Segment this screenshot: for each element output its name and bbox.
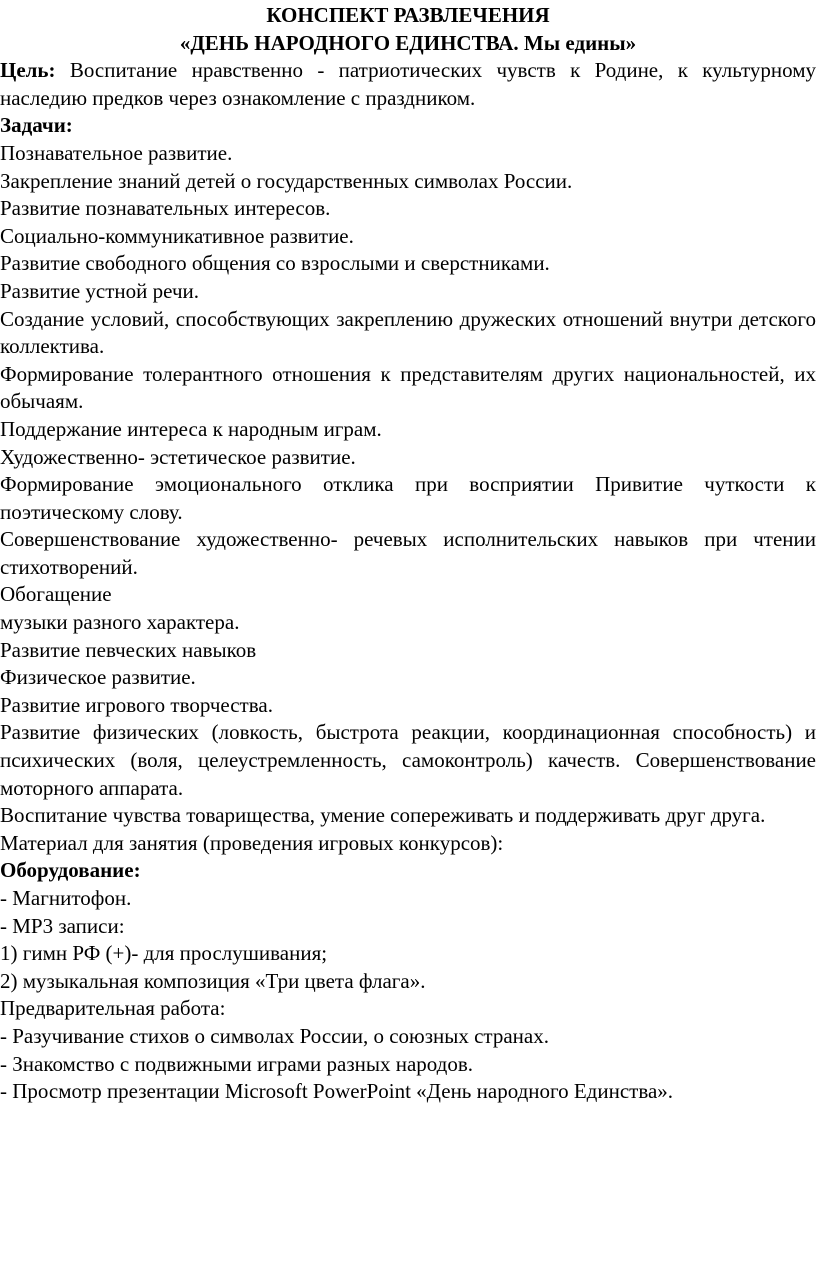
task-item: Закрепление знаний детей о государственных символах России.	[0, 168, 573, 193]
task-item: Создание условий, способствующих закреплению дружеских отношений внутри детского коллектива.	[0, 306, 816, 359]
task-item: музыки разного характера.	[0, 610, 240, 635]
task-item: Поддержание интереса к народным играм.	[0, 416, 382, 441]
equipment-item: - Магнитофон.	[0, 886, 132, 910]
equipment-item: - Просмотр презентации Microsoft PowerPoint «День народного Единства».	[0, 1079, 674, 1104]
task-item: Развитие свободного общения со взрослыми и сверстниками.	[0, 251, 550, 276]
task-item: Обогащение	[0, 582, 112, 607]
task-item: Формирование эмоционального отклика при восприятии Привитие чуткости к поэтическому слову.	[0, 472, 816, 524]
document-page	[0, 2, 816, 1106]
task-item: Развитие познавательных интересов.	[0, 196, 331, 221]
equipment-heading: Оборудование:	[0, 858, 141, 883]
equipment-item: 2) музыкальная композиция «Три цвета флага».	[0, 968, 426, 993]
equipment-item: - Знакомство с подвижными играми разных народов.	[0, 1051, 474, 1076]
task-item: Физическое развитие.	[0, 665, 196, 690]
task-item: Познавательное развитие.	[0, 140, 233, 165]
equipment-item: - Разучивание стихов о символах России, о союзных странах.	[0, 1023, 549, 1048]
tasks-heading: Задачи:	[0, 113, 73, 138]
task-item: Социально-коммуникативное развитие.	[0, 223, 354, 248]
task-item: Совершенствование художественно- речевых исполнительских навыков при чтении стихотворений.	[0, 527, 816, 579]
title-line-2: «ДЕНЬ НАРОДНОГО ЕДИНСТВА. Мы едины»	[179, 30, 637, 55]
task-item: Художественно- эстетическое развитие.	[0, 444, 356, 469]
task-item: Развитие устной речи.	[0, 278, 200, 303]
preliminary-work-heading: Предварительная работа:	[0, 996, 226, 1021]
goal-text: Воспитание нравственно - патриотических чувств к Родине, к культурному наследию предков через ознакомление с праздником.	[0, 58, 816, 110]
task-item: Развитие певческих навыков	[0, 637, 257, 662]
task-item: Материал для занятия (проведения игровых конкурсов):	[0, 830, 504, 855]
title-line-1: КОНСПЕКТ РАЗВЛЕЧЕНИЯ	[266, 3, 550, 27]
equipment-item: - MP3 записи:	[0, 913, 125, 938]
equipment-item: 1) гимн РФ (+)- для прослушивания;	[0, 941, 328, 966]
task-item: Формирование толерантного отношения к представителям других национальностей, их обычаям.	[0, 361, 816, 414]
task-item: Воспитание чувства товарищества, умение сопереживать и поддерживать друг друга.	[0, 803, 766, 828]
goal-paragraph	[0, 57, 816, 112]
task-item: Развитие физических (ловкость, быстрота реакции, координационная способность) и психических (воля, целеустремленность, самоконтроль) качеств. Совершенствование моторного аппарата.	[0, 720, 816, 800]
task-item: Развитие игрового творчества.	[0, 692, 273, 717]
goal-label: Цель:	[0, 58, 56, 83]
